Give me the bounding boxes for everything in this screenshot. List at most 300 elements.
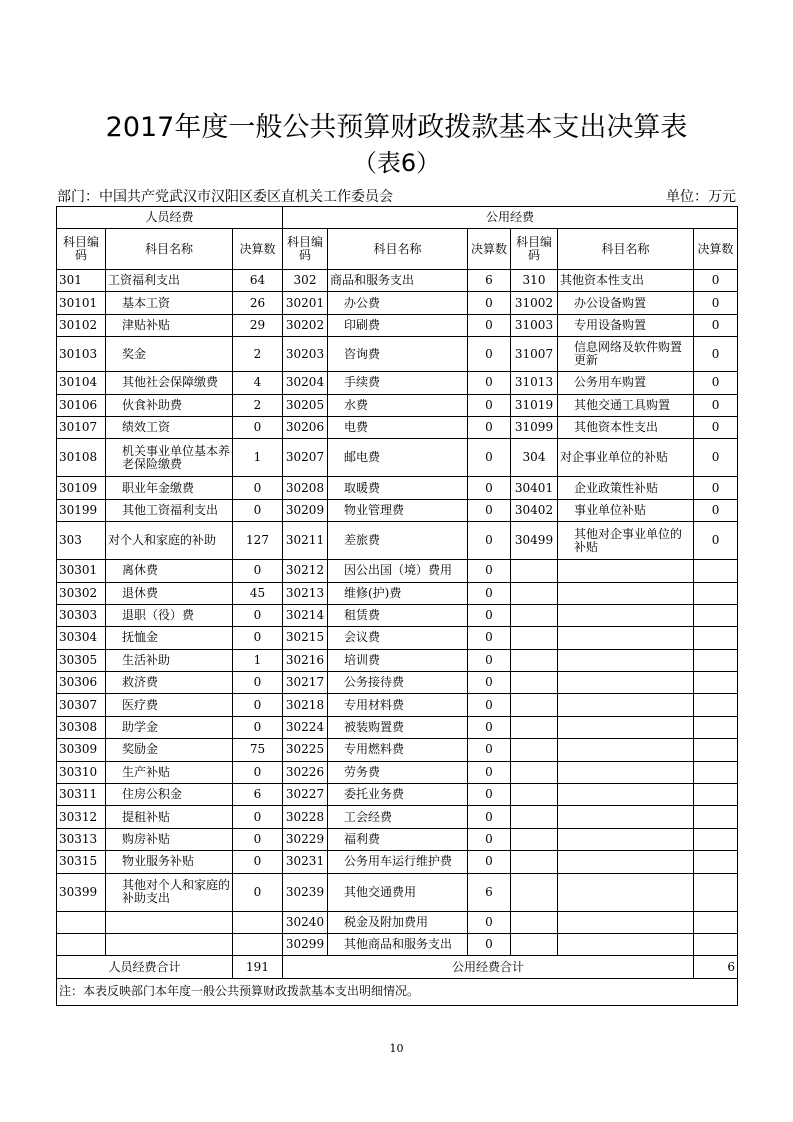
subject-code: [57, 911, 106, 933]
amount: 0: [468, 337, 511, 372]
amount: 75: [233, 739, 283, 761]
amount: 29: [233, 314, 283, 336]
amount: 0: [468, 582, 511, 604]
subject-name: 水费: [328, 394, 468, 416]
amount: [694, 604, 738, 626]
subject-code: 31002: [511, 292, 558, 314]
table-row: [57, 270, 738, 292]
table-row: [57, 694, 738, 716]
amount: 0: [468, 806, 511, 828]
subject-code: 310: [511, 270, 558, 292]
amount: [694, 627, 738, 649]
amount: [694, 761, 738, 783]
amount: 0: [468, 499, 511, 521]
amount: [694, 560, 738, 582]
subject-code: 30109: [57, 477, 106, 499]
subject-code: 31013: [511, 372, 558, 394]
subject-name: 其他交通工具购置: [558, 394, 694, 416]
subject-name: [106, 911, 233, 933]
subject-code: 30303: [57, 604, 106, 626]
subject-name: [558, 873, 694, 911]
subject-name: 信息网络及软件购置更新: [558, 337, 694, 372]
subject-name: [558, 933, 694, 955]
subject-name: [558, 761, 694, 783]
subject-code: 30106: [57, 394, 106, 416]
subject-code: 31007: [511, 337, 558, 372]
amount: [694, 873, 738, 911]
subject-name: 委托业务费: [328, 784, 468, 806]
amount: 0: [468, 694, 511, 716]
subject-code: 30212: [283, 560, 328, 582]
subject-name: [558, 851, 694, 873]
subject-code: [511, 582, 558, 604]
subject-code: 30304: [57, 627, 106, 649]
column-header-row: [57, 229, 738, 270]
amount: 0: [233, 806, 283, 828]
subject-code: 30239: [283, 873, 328, 911]
subject-name: 咨询费: [328, 337, 468, 372]
amount: 0: [468, 784, 511, 806]
amount: [694, 649, 738, 671]
subject-name: 物业管理费: [328, 499, 468, 521]
amount: [694, 933, 738, 955]
subject-code: 30204: [283, 372, 328, 394]
subject-name: 物业服务补贴: [106, 851, 233, 873]
subject-code: 30214: [283, 604, 328, 626]
subject-name: 劳务费: [328, 761, 468, 783]
table-row: [57, 416, 738, 438]
amount: 0: [233, 716, 283, 738]
subject-code: 302: [283, 270, 328, 292]
amount: 0: [468, 439, 511, 477]
subject-name: 津贴补贴: [106, 314, 233, 336]
amount: 0: [468, 522, 511, 560]
table-row: [57, 604, 738, 626]
col-amount: 决算数: [694, 229, 738, 270]
subject-name: 职业年金缴费: [106, 477, 233, 499]
subject-code: 30225: [283, 739, 328, 761]
subject-name: 生活补助: [106, 649, 233, 671]
subject-name: 机关事业单位基本养老保险缴费: [106, 439, 233, 477]
subject-name: 取暖费: [328, 477, 468, 499]
subject-name: [558, 911, 694, 933]
table-row: [57, 522, 738, 560]
col-code: 科目编码: [511, 229, 558, 270]
subject-code: 301: [57, 270, 106, 292]
amount: 6: [233, 784, 283, 806]
amount: [694, 694, 738, 716]
amount: 0: [233, 672, 283, 694]
col-amount: 决算数: [233, 229, 283, 270]
amount: 0: [468, 828, 511, 850]
amount: 64: [233, 270, 283, 292]
subject-code: 30310: [57, 761, 106, 783]
subject-name: 邮电费: [328, 439, 468, 477]
amount: 0: [468, 416, 511, 438]
subject-code: 30313: [57, 828, 106, 850]
subject-name: 专用材料费: [328, 694, 468, 716]
amount: 0: [233, 416, 283, 438]
col-name: 科目名称: [106, 229, 233, 270]
subject-name: [558, 806, 694, 828]
table-row: [57, 372, 738, 394]
subject-code: [511, 873, 558, 911]
table-row: [57, 337, 738, 372]
amount: 0: [233, 761, 283, 783]
subject-name: [558, 716, 694, 738]
subject-name: 办公设备购置: [558, 292, 694, 314]
page-title: 2017年度一般公共预算财政拨款基本支出决算表: [105, 112, 688, 143]
subject-name: 其他交通费用: [328, 873, 468, 911]
amount: [694, 672, 738, 694]
amount: 4: [233, 372, 283, 394]
subject-code: 30207: [283, 439, 328, 477]
amount: [694, 784, 738, 806]
amount: 0: [468, 911, 511, 933]
public-total-label: 公用经费合计: [283, 956, 694, 978]
amount: 0: [468, 314, 511, 336]
subject-code: [511, 560, 558, 582]
subject-name: [558, 739, 694, 761]
subject-code: 30402: [511, 499, 558, 521]
amount: [694, 582, 738, 604]
subject-name: 提租补贴: [106, 806, 233, 828]
table-row: [57, 627, 738, 649]
group-header-row: [57, 207, 738, 229]
table-row: [57, 477, 738, 499]
subject-name: 印刷费: [328, 314, 468, 336]
col-amount: 决算数: [468, 229, 511, 270]
subject-code: 30315: [57, 851, 106, 873]
subject-name: 退职（役）费: [106, 604, 233, 626]
subject-code: [511, 828, 558, 850]
table-row: [57, 873, 738, 911]
amount: [694, 739, 738, 761]
table-row: [57, 761, 738, 783]
subject-code: [511, 716, 558, 738]
amount: 0: [694, 394, 738, 416]
subject-name: [558, 604, 694, 626]
table-row: [57, 784, 738, 806]
col-name: 科目名称: [328, 229, 468, 270]
amount: [694, 828, 738, 850]
table-row: [57, 716, 738, 738]
table-row: [57, 806, 738, 828]
subject-name: 被装购置费: [328, 716, 468, 738]
subject-code: [511, 933, 558, 955]
table-row: [57, 560, 738, 582]
amount: 0: [694, 314, 738, 336]
subject-code: 30307: [57, 694, 106, 716]
subject-code: [511, 806, 558, 828]
subject-code: 30309: [57, 739, 106, 761]
amount: 0: [233, 828, 283, 850]
subject-name: [558, 828, 694, 850]
subject-name: 事业单位补贴: [558, 499, 694, 521]
subject-code: 30216: [283, 649, 328, 671]
subject-name: 对个人和家庭的补助: [106, 522, 233, 560]
subject-code: 31019: [511, 394, 558, 416]
subject-name: [558, 649, 694, 671]
subject-code: 30107: [57, 416, 106, 438]
amount: 0: [694, 292, 738, 314]
subject-code: 30208: [283, 477, 328, 499]
table-row: [57, 439, 738, 477]
amount: 0: [233, 851, 283, 873]
subject-code: 30226: [283, 761, 328, 783]
col-code: 科目编码: [57, 229, 106, 270]
subject-name: 差旅费: [328, 522, 468, 560]
amount: [233, 933, 283, 955]
subject-name: 公务用车运行维护费: [328, 851, 468, 873]
subject-name: 福利费: [328, 828, 468, 850]
subject-name: 租赁费: [328, 604, 468, 626]
table-row: [57, 649, 738, 671]
personnel-total-label: 人员经费合计: [57, 956, 233, 978]
subject-name: 因公出国（境）费用: [328, 560, 468, 582]
subject-name: 伙食补助费: [106, 394, 233, 416]
group-personnel: 人员经费: [57, 207, 283, 229]
amount: 0: [694, 477, 738, 499]
subject-code: 30199: [57, 499, 106, 521]
subject-code: 30401: [511, 477, 558, 499]
subject-name: 抚恤金: [106, 627, 233, 649]
amount: 0: [233, 477, 283, 499]
amount: 0: [233, 627, 283, 649]
amount: 0: [468, 649, 511, 671]
subject-code: 30312: [57, 806, 106, 828]
subject-name: 其他对个人和家庭的补助支出: [106, 873, 233, 911]
subject-name: 工会经费: [328, 806, 468, 828]
subject-code: 31099: [511, 416, 558, 438]
subject-code: 30231: [283, 851, 328, 873]
amount: 0: [468, 372, 511, 394]
amount: 0: [468, 716, 511, 738]
subject-code: 30104: [57, 372, 106, 394]
subject-code: 30224: [283, 716, 328, 738]
amount: 0: [468, 477, 511, 499]
group-public: 公用经费: [283, 207, 738, 229]
subject-name: 专用燃料费: [328, 739, 468, 761]
subject-name: [558, 560, 694, 582]
amount: 0: [694, 522, 738, 560]
subject-name: 离休费: [106, 560, 233, 582]
subject-code: [511, 694, 558, 716]
subject-code: 30229: [283, 828, 328, 850]
subject-name: 其他工资福利支出: [106, 499, 233, 521]
amount: 0: [694, 270, 738, 292]
amount: 0: [468, 292, 511, 314]
subject-code: 30201: [283, 292, 328, 314]
col-code: 科目编码: [283, 229, 328, 270]
subject-name: 退休费: [106, 582, 233, 604]
subject-code: [511, 739, 558, 761]
subject-code: 30305: [57, 649, 106, 671]
personnel-total: 191: [233, 956, 283, 978]
amount: 0: [694, 416, 738, 438]
subject-name: 其他资本性支出: [558, 270, 694, 292]
amount: [694, 716, 738, 738]
table-row: [57, 499, 738, 521]
subject-code: 31003: [511, 314, 558, 336]
subject-code: 30202: [283, 314, 328, 336]
subject-code: 30301: [57, 560, 106, 582]
subject-code: 30240: [283, 911, 328, 933]
table-row: [57, 672, 738, 694]
amount: 1: [233, 649, 283, 671]
amount: 0: [233, 873, 283, 911]
subject-name: [558, 672, 694, 694]
subject-name: 企业政策性补贴: [558, 477, 694, 499]
subject-name: 会议费: [328, 627, 468, 649]
table-row: [57, 582, 738, 604]
subject-code: 304: [511, 439, 558, 477]
subject-code: [511, 672, 558, 694]
subject-name: 商品和服务支出: [328, 270, 468, 292]
public-total: 6: [694, 956, 738, 978]
subject-code: [511, 604, 558, 626]
subject-code: 30218: [283, 694, 328, 716]
amount: 0: [694, 337, 738, 372]
subject-code: 30108: [57, 439, 106, 477]
amount: 2: [233, 337, 283, 372]
amount: 127: [233, 522, 283, 560]
subject-name: 医疗费: [106, 694, 233, 716]
subject-code: 30203: [283, 337, 328, 372]
subject-name: 其他社会保障缴费: [106, 372, 233, 394]
subject-code: [511, 784, 558, 806]
subject-name: 税金及附加费用: [328, 911, 468, 933]
subject-code: 30299: [283, 933, 328, 955]
subject-name: 生产补贴: [106, 761, 233, 783]
subject-name: 手续费: [328, 372, 468, 394]
amount: 45: [233, 582, 283, 604]
table-row: [57, 292, 738, 314]
subject-code: 303: [57, 522, 106, 560]
subject-code: [511, 851, 558, 873]
amount: 0: [233, 604, 283, 626]
table-row: [57, 739, 738, 761]
subject-name: 公务接待费: [328, 672, 468, 694]
subject-code: [511, 649, 558, 671]
subject-code: 30308: [57, 716, 106, 738]
amount: 0: [468, 933, 511, 955]
amount: 1: [233, 439, 283, 477]
amount: 2: [233, 394, 283, 416]
subject-name: 购房补贴: [106, 828, 233, 850]
subject-name: 奖金: [106, 337, 233, 372]
subject-code: [511, 761, 558, 783]
amount: [694, 911, 738, 933]
amount: 0: [694, 439, 738, 477]
amount: 0: [468, 560, 511, 582]
subject-name: 办公费: [328, 292, 468, 314]
unit-label: 单位：万元: [666, 189, 736, 205]
subject-code: [57, 933, 106, 955]
amount: 0: [468, 627, 511, 649]
table-row: [57, 394, 738, 416]
amount: 0: [233, 560, 283, 582]
amount: 0: [233, 694, 283, 716]
amount: 0: [468, 394, 511, 416]
subject-code: 30213: [283, 582, 328, 604]
subject-code: 30205: [283, 394, 328, 416]
subject-name: 对企事业单位的补贴: [558, 439, 694, 477]
subject-code: 30227: [283, 784, 328, 806]
subject-name: 工资福利支出: [106, 270, 233, 292]
amount: 0: [468, 739, 511, 761]
subject-code: 30306: [57, 672, 106, 694]
amount: [233, 911, 283, 933]
table-row: [57, 933, 738, 955]
page-subtitle: （表6）: [352, 149, 441, 177]
table-row: [57, 828, 738, 850]
subject-code: 30217: [283, 672, 328, 694]
totals-row: [57, 956, 738, 978]
subject-name: [106, 933, 233, 955]
subject-name: 绩效工资: [106, 416, 233, 438]
subject-name: 助学金: [106, 716, 233, 738]
amount: 6: [468, 873, 511, 911]
subject-name: 基本工资: [106, 292, 233, 314]
table-row: [57, 851, 738, 873]
subject-name: 住房公积金: [106, 784, 233, 806]
amount: [694, 806, 738, 828]
amount: 0: [694, 499, 738, 521]
table-note: 注：本表反映部门本年度一般公共预算财政拨款基本支出明细情况。: [57, 978, 738, 1005]
subject-code: 30101: [57, 292, 106, 314]
department-label: 部门：中国共产党武汉市汉阳区委区直机关工作委员会: [57, 189, 393, 205]
subject-name: 公务用车购置: [558, 372, 694, 394]
subject-code: 30399: [57, 873, 106, 911]
col-name: 科目名称: [558, 229, 694, 270]
subject-name: 其他资本性支出: [558, 416, 694, 438]
subject-name: 其他对企事业单位的补贴: [558, 522, 694, 560]
amount: 0: [233, 499, 283, 521]
subject-name: 电费: [328, 416, 468, 438]
amount: 0: [468, 761, 511, 783]
subject-code: 30206: [283, 416, 328, 438]
subject-code: 30302: [57, 582, 106, 604]
subject-code: 30215: [283, 627, 328, 649]
table-row: [57, 911, 738, 933]
amount: 0: [694, 372, 738, 394]
page-number: 10: [389, 1042, 404, 1055]
note-row: [57, 978, 738, 1005]
subject-name: [558, 694, 694, 716]
subject-code: 30228: [283, 806, 328, 828]
subject-name: [558, 582, 694, 604]
amount: 0: [468, 851, 511, 873]
subject-code: 30211: [283, 522, 328, 560]
expenditure-table: [56, 206, 738, 1006]
amount: 26: [233, 292, 283, 314]
table-row: [57, 314, 738, 336]
subject-name: 其他商品和服务支出: [328, 933, 468, 955]
subject-code: 30209: [283, 499, 328, 521]
subject-code: [511, 911, 558, 933]
subject-code: 30311: [57, 784, 106, 806]
subject-code: [511, 627, 558, 649]
subject-name: 救济费: [106, 672, 233, 694]
subject-name: 奖励金: [106, 739, 233, 761]
subject-name: 维修(护)费: [328, 582, 468, 604]
subject-code: 30102: [57, 314, 106, 336]
amount: [694, 851, 738, 873]
subject-name: 培训费: [328, 649, 468, 671]
amount: 0: [468, 672, 511, 694]
amount: 6: [468, 270, 511, 292]
